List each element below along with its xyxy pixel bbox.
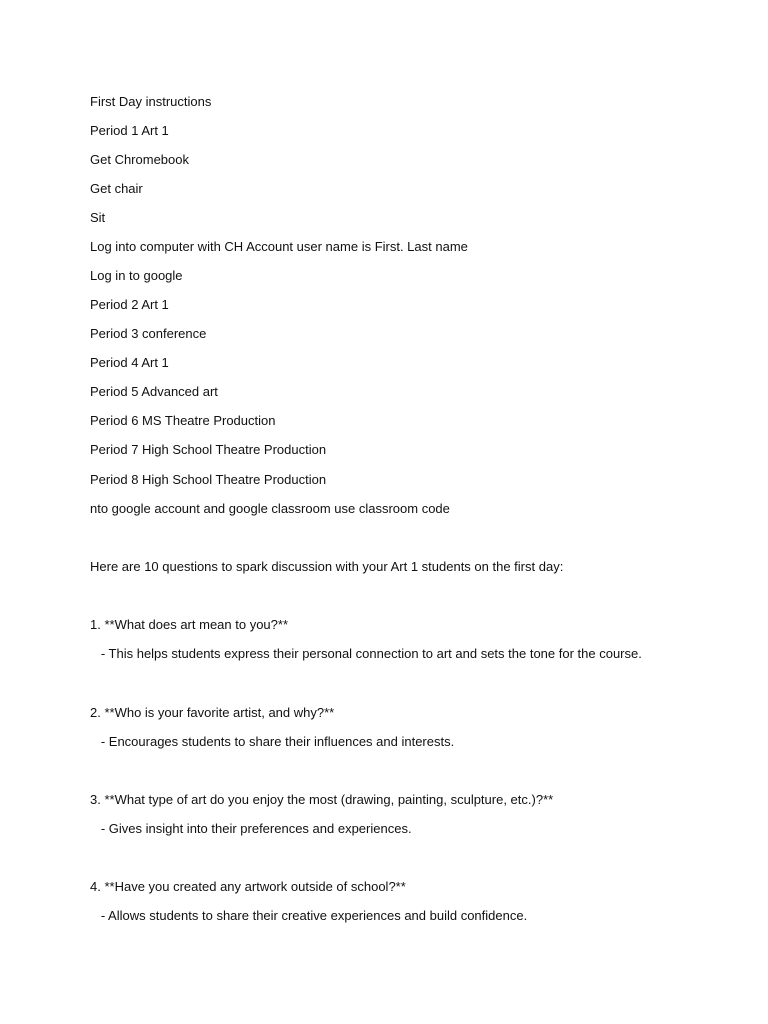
question-detail: - Gives insight into their preferences and experiences. [90,821,412,836]
question-detail: - Allows students to share their creative experiences and build confidence. [90,908,528,923]
doc-line: Period 3 conference [90,326,207,341]
doc-line: Period 4 Art 1 [90,355,169,370]
doc-intro: Here are 10 questions to spark discussion with your Art 1 students on the first day: [90,559,564,574]
doc-line: Get Chromebook [90,152,189,167]
doc-line: Get chair [90,181,143,196]
question-detail: - This helps students express their personal connection to art and sets the tone for the course. [90,646,642,661]
doc-line: Period 2 Art 1 [90,297,169,312]
doc-line: Log in to google [90,268,183,283]
question-detail: - Encourages students to share their influences and interests. [90,734,455,749]
doc-line: Period 5 Advanced art [90,384,218,399]
question-item: 3. **What type of art do you enjoy the most (drawing, painting, sculpture, etc.)?** [90,792,554,807]
doc-heading: First Day instructions [90,94,212,109]
doc-line: Period 6 MS Theatre Production [90,413,276,428]
doc-line: Period 1 Art 1 [90,123,169,138]
question-item: 4. **Have you created any artwork outside of school?** [90,879,406,894]
doc-line: Sit [90,210,106,225]
doc-line: Log into computer with CH Account user name is First. Last name [90,239,468,254]
doc-line: nto google account and google classroom use classroom code [90,501,450,516]
doc-line: Period 7 High School Theatre Production [90,442,327,457]
doc-line: Period 8 High School Theatre Production [90,472,327,487]
question-item: 2. **Who is your favorite artist, and why?** [90,705,335,720]
question-item: 1. **What does art mean to you?** [90,617,289,632]
